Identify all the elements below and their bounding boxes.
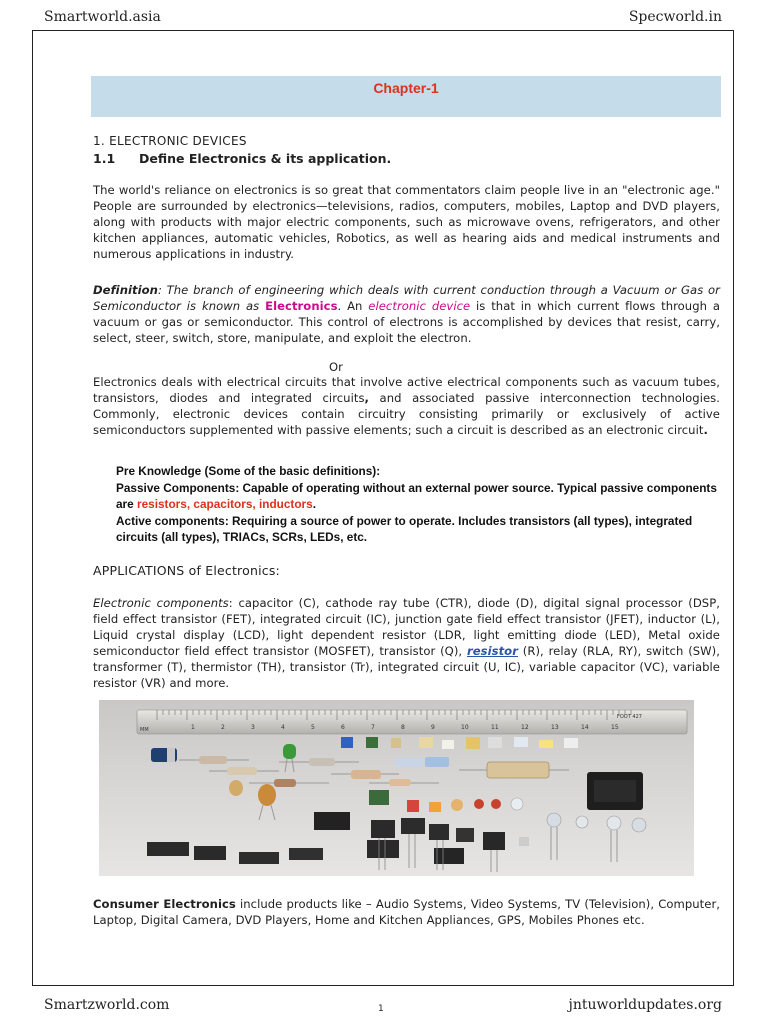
passive-end: . xyxy=(312,497,316,512)
passive-examples: resistors, capacitors, inductors xyxy=(137,497,313,512)
subsection-title: Define Electronics & its application. xyxy=(139,151,392,166)
relay xyxy=(587,772,643,810)
ruler-number: 14 xyxy=(581,724,589,731)
definition-label: Definition xyxy=(93,283,158,297)
electronics-comma: , xyxy=(364,391,369,405)
resistor-link[interactable]: resistor xyxy=(466,644,518,658)
ruler-number: 10 xyxy=(461,724,469,731)
ruler-number: 7 xyxy=(371,724,375,731)
chapter-title: Chapter-1 xyxy=(373,80,439,96)
components-text-2: (R), relay (RLA, RY), switch (SW), transformer (T), thermistor (TH), transistor (Tr), integrated circuit (U, IC), variable capacitor (VC), variable resistor (VR) and more. xyxy=(93,644,720,690)
definition-text-3: is that in which current flows through a vacuum or gas or semiconductor. This control of electrons is accomplished by devices that resist, carry, select, steer, switch, store, manipulate, and exploit the electron. xyxy=(93,299,720,345)
consumer-electronics-text: include products like – Audio Systems, Video Systems, TV (Television), Computer, Laptop, Digital Camera, DVD Players, Home and Kitchen Appliances, GPS, Mobiles Phones etc. xyxy=(93,897,720,927)
electronics-text-2: and associated passive interconnection technologies. Commonly, electronic devices contain circuitry consisting primarily or exclusively of active semiconductors supplemented with passive elements; such a circuit is described as an electronic circuit xyxy=(93,391,720,437)
ruler-number: 13 xyxy=(551,724,559,731)
header-left-site: Smartworld.asia xyxy=(44,9,161,25)
ruler-number: 8 xyxy=(401,724,405,731)
header-right-site: Specworld.in xyxy=(628,9,722,25)
footer-right-site: jntuworldupdates.org xyxy=(568,997,722,1013)
ruler-number: 4 xyxy=(281,724,285,731)
subsection-number: 1.1 xyxy=(93,151,116,166)
consumer-electronics-paragraph xyxy=(93,896,720,928)
ruler-number: 3 xyxy=(251,724,255,731)
ruler-number: 2 xyxy=(221,724,225,731)
applications-heading: APPLICATIONS of Electronics: xyxy=(93,563,280,578)
passive-components-line xyxy=(116,480,724,513)
components-paragraph xyxy=(93,595,720,691)
ruler-number: 15 xyxy=(611,724,619,731)
ruler xyxy=(137,710,687,734)
ruler-number: 12 xyxy=(521,724,529,731)
definition-term: Electronics xyxy=(265,299,338,313)
intro-paragraph: The world's reliance on electronics is so great that commentators claim people live in an "electronic age." People are surrounded by electronics—televisions, radios, computers, mobiles, Laptop and DVD players, along with products with major electric components, such as microwave ovens, refrigerators, and other kitchen appliances, automatic vehicles, Robotics, as well as hearing aids and medical instruments and numerous applications in industry. xyxy=(93,183,720,261)
ruler-number: 6 xyxy=(341,724,345,731)
section-heading: 1. ELECTRONIC DEVICES xyxy=(93,134,247,148)
chapter-banner xyxy=(91,76,721,117)
pre-knowledge-block xyxy=(116,463,724,546)
ruler-number: 9 xyxy=(431,724,435,731)
subsection-heading xyxy=(93,151,720,166)
page-number: 1 xyxy=(378,1004,384,1014)
definition-text-2: . An xyxy=(337,299,369,313)
electronics-paragraph xyxy=(93,374,720,438)
or-separator: Or xyxy=(329,360,343,374)
electronics-text-1: Electronics deals with electrical circuits that involve active electrical components such as vacuum tubes, transistors, diodes and integrated circuits xyxy=(93,375,720,405)
electronic-components-photo xyxy=(99,700,694,876)
electronics-period: . xyxy=(703,423,708,437)
ruler-tag: FOOT 427 xyxy=(617,714,642,720)
ruler-unit: MM xyxy=(140,727,149,733)
definition-term-2: electronic device xyxy=(368,299,471,313)
ruler-number: 1 xyxy=(191,724,195,731)
definition-paragraph xyxy=(93,282,720,346)
pre-knowledge-title: Pre Knowledge (Some of the basic definitions): xyxy=(116,464,381,478)
electrolytic-capacitor xyxy=(151,748,177,762)
ruler-number: 11 xyxy=(491,724,499,731)
ruler-number: 5 xyxy=(311,724,315,731)
components-label: Electronic components xyxy=(93,596,229,610)
footer-left-site: Smartzworld.com xyxy=(44,997,170,1013)
active-components-line: Active components: Requiring a source of power to operate. Includes transistors (all types), integrated circuits (all types), TRIACs, SCRs, LEDs, etc. xyxy=(116,513,693,545)
components-text-1: : capacitor (C), cathode ray tube (CTR), diode (D), digital signal processor (DSP, field effect transistor (FET), integrated circuit (IC), junction gate field effect transistor (JFET), inductor (L), Liquid crystal display (LCD), light dependent resistor (LDR, light emitting diode (LED), Metal oxide semiconductor field effect transistor (MOSFET), transistor (Q), xyxy=(93,596,720,658)
definition-text-1: : The branch of engineering which deals with current conduction through a Vacuum or Gas or Semiconductor is known as xyxy=(93,283,720,313)
consumer-electronics-label: Consumer Electronics xyxy=(93,897,236,911)
passive-text: Passive Components: Capable of operating without an external power source. Typical passive components are xyxy=(116,480,717,512)
